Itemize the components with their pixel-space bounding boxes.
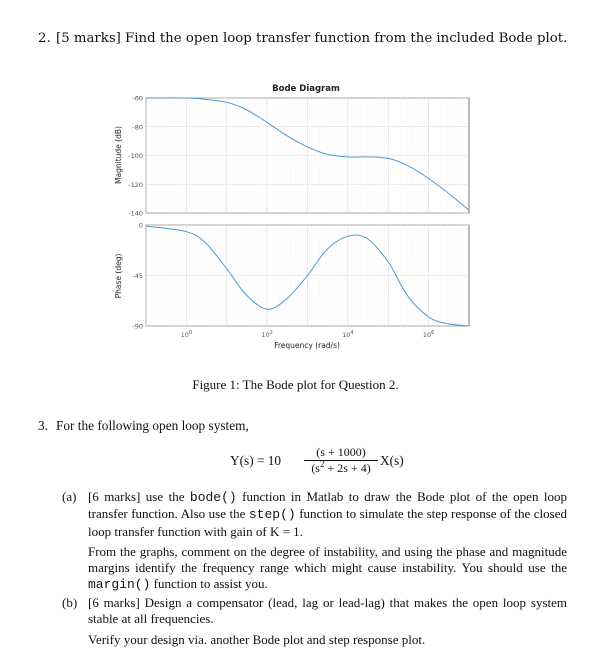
question-3b	[62, 595, 567, 652]
denominator-part-a: (s	[311, 461, 320, 475]
equation-lhs: Y(s) = 10	[230, 453, 282, 468]
equation-rhs: X(s)	[380, 453, 404, 468]
denominator-exponent: 2	[319, 459, 325, 469]
transfer-function-equation	[230, 445, 430, 479]
question-number: 2.	[38, 31, 51, 46]
magnitude-axis-label: Magnitude (dB)	[114, 126, 123, 184]
magnitude-y-tick-label: -60	[132, 94, 143, 103]
item-label: (b)	[62, 595, 78, 610]
denominator-part-b: + 2s + 4)	[324, 461, 371, 475]
question-2-text: [5 marks] Find the open loop transfer function from the included Bode plot.	[56, 31, 568, 46]
question-3-intro: For the following open loop system,	[56, 418, 249, 433]
x-tick-label: $10^0$	[180, 330, 193, 339]
magnitude-y-tick-label: -120	[128, 180, 143, 189]
magnitude-y-tick-label: -100	[128, 152, 143, 160]
x-tick-label: $10^6$	[422, 330, 435, 339]
phase-y-tick-label: -90	[132, 322, 143, 331]
phase-y-tick-label: -45	[132, 272, 143, 280]
text-run: function in Matlab to draw the Bode plot of the open loop transfer function. Also use the	[88, 489, 567, 522]
question-3b-paragraph-2: Verify your design via. another Bode plot and step response plot.	[88, 631, 426, 647]
magnitude-y-ticks	[128, 95, 143, 218]
code-step: step()	[248, 507, 296, 523]
figure-caption: Figure 1: The Bode plot for Question 2.	[192, 377, 399, 392]
question-3a-paragraph-1	[88, 489, 567, 540]
phase-axis-label: Phase (deg)	[114, 253, 123, 299]
magnitude-y-tick-label: -140	[128, 209, 143, 218]
item-label: (a)	[62, 489, 77, 504]
question-3	[38, 418, 249, 434]
code-margin: margin()	[88, 577, 151, 593]
text-run: [6 marks] use the	[88, 489, 190, 504]
phase-y-tick-label: 0	[138, 221, 143, 230]
equation-denominator	[302, 461, 380, 476]
text-run: From the graphs, comment on the degree of instability, and using the phase and magnitude margins identify the frequency range which might cause instability. You should use the	[88, 543, 567, 576]
bode-title: Bode Diagram	[272, 84, 340, 94]
code-bode: bode()	[189, 490, 237, 505]
x-tick-label: $10^2$	[261, 330, 273, 339]
question-3a	[62, 489, 567, 598]
text-run: function to simulate the step response of the closed loop transfer function with gain of K = 1.	[88, 506, 567, 539]
x-tick-label: $10^4$	[342, 330, 354, 339]
question-number: 3.	[38, 418, 48, 433]
x-axis-label: Frequency (rad/s)	[274, 341, 340, 350]
question-3a-paragraph-2	[88, 544, 567, 594]
equation-fraction	[302, 445, 380, 476]
magnitude-y-tick-label: -80	[132, 123, 143, 132]
text-run: function to assist you.	[150, 576, 268, 592]
phase-panel	[114, 222, 469, 331]
x-ticks	[181, 330, 435, 339]
question-3b-paragraph-1: [6 marks] Design a compensator (lead, lag or lead-lag) that makes the open loop system stable at all frequencies.	[88, 595, 567, 627]
phase-y-ticks	[132, 222, 143, 331]
magnitude-panel	[114, 95, 469, 218]
equation-numerator: (s + 1000)	[316, 445, 366, 459]
